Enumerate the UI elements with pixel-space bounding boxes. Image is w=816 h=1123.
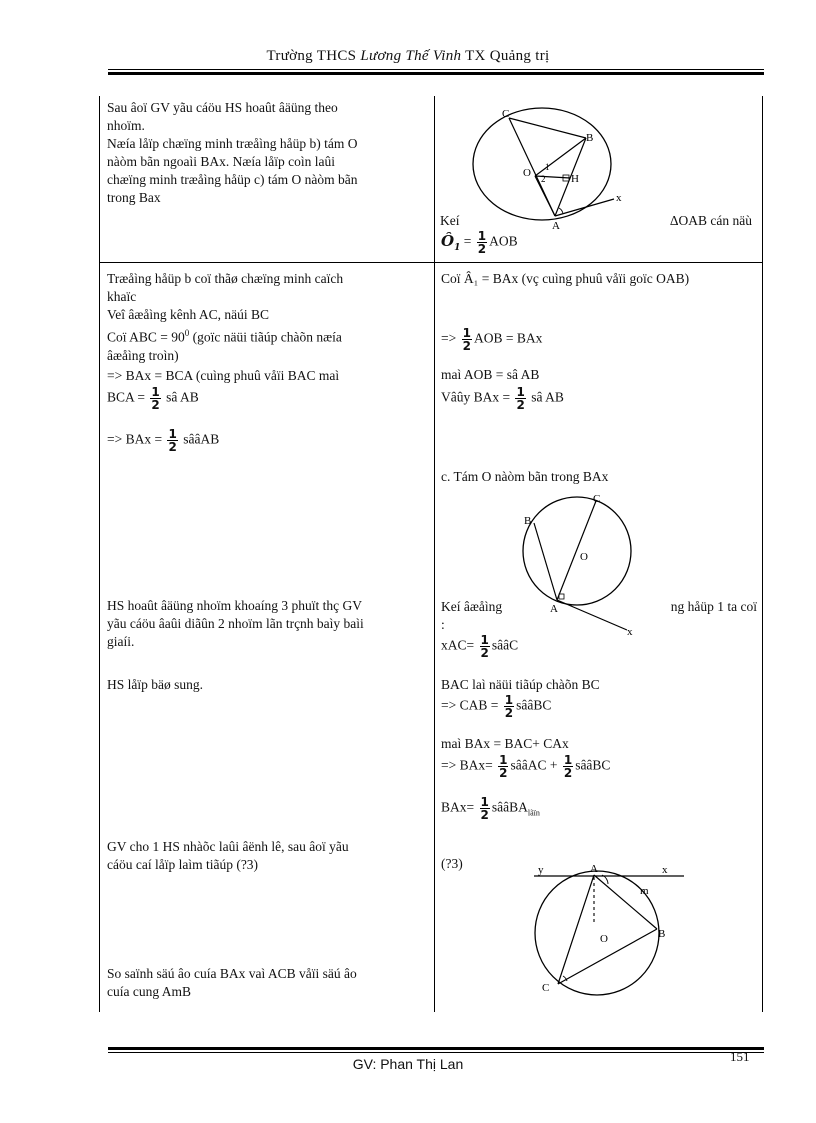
right-r15: [441, 855, 501, 873]
table-right-border: [762, 96, 763, 1012]
text-span: sââAB: [179, 431, 220, 447]
text-span: =: [460, 233, 475, 249]
right-r13: [441, 754, 757, 779]
label-A: A: [590, 863, 598, 875]
text-span: AOB: [489, 233, 518, 249]
text-span: :: [441, 617, 445, 632]
text-line: trong Bax: [107, 190, 161, 205]
label-x: x: [627, 626, 633, 638]
label-C: C: [593, 493, 601, 505]
text-span: Coï Â₁ = BAx (vç cuìng phuû våïi goïc OAB): [441, 271, 690, 286]
right-r12: [441, 735, 757, 753]
left-block-6: [107, 965, 425, 1001]
label-H: H: [571, 173, 579, 185]
text-line: Veî âæåìng kênh AC, näúi BC: [107, 307, 269, 322]
text-span: => CAB =: [441, 697, 502, 713]
text-span: BCA =: [107, 389, 149, 405]
fraction-one-half: $\frac{1}{2}$: [516, 385, 525, 412]
text-line: Træåìng håüp b coï thãø chæïng minh caïch: [107, 271, 344, 286]
text-line: Sau âoï GV yãu cáöu HS hoaût âäüng theo: [107, 100, 338, 115]
text-line: âæåìng troìn): [107, 347, 179, 363]
header-school-name: Lương Thế Vinh: [360, 48, 462, 64]
text-line: nàòm bãn ngoaìi BAx. Næía låïp coìn laûi: [107, 154, 335, 169]
left-block-5: [107, 838, 425, 874]
right-r5: [441, 366, 757, 384]
text-span: sââC: [491, 637, 519, 653]
right-r9: [441, 634, 757, 659]
label-B: B: [524, 515, 532, 527]
text-line: Næía låïp chæïng minh træåìng håüp b) tám O: [107, 136, 358, 151]
geometry-figure-2: [512, 490, 652, 640]
page-number: 151: [730, 1049, 750, 1064]
text-span: ΔOAB cán näù: [669, 213, 752, 228]
text-span: BAx=: [441, 799, 478, 815]
text-span: ng håüp 1 ta coï: [670, 599, 757, 614]
fraction-one-half: $\frac{1}{2}$: [168, 427, 177, 454]
label-B: B: [658, 928, 666, 940]
left-block-1: [107, 99, 425, 207]
text-line: So saïnh säú âo cuía BAx vaì ACB våïi säú âo: [107, 966, 357, 981]
degree-superscript: 0: [184, 328, 190, 338]
right-r8-colon: [441, 616, 481, 634]
left-block-4: [107, 676, 425, 694]
text-subscript: lãïn: [527, 808, 540, 818]
label-angle-2: 2: [541, 174, 546, 184]
right-r3: [441, 270, 757, 288]
text-span: BAC laì näüi tiãúp chàõn BC: [441, 677, 600, 692]
fraction-one-half: $\frac{1}{2}$: [151, 385, 160, 412]
header-suffix: TX Quảng trị: [461, 48, 550, 64]
text-line: HS låïp bäø sung.: [107, 677, 203, 692]
right-ke-line: [440, 212, 756, 230]
label-A: A: [550, 603, 558, 615]
text-span: xAC=: [441, 637, 478, 653]
label-B: B: [586, 132, 594, 144]
header-rule-thick: [108, 72, 764, 75]
fraction-one-half: $\frac{1}{2}$: [477, 229, 487, 256]
right-r6: [441, 386, 757, 411]
text-span: Keí âæåìng: [441, 599, 503, 614]
fraction-one-half: $\frac{1}{2}$: [480, 795, 489, 822]
right-o1-eq: [441, 230, 757, 257]
text-span: AOB = BAx: [473, 330, 543, 346]
footer-rule-thick: [108, 1047, 764, 1050]
text-span: sââBA: [491, 799, 528, 815]
right-r11: [441, 694, 757, 719]
text-span: maì AOB = sâ AB: [441, 367, 540, 382]
text-span: sâ AB: [527, 389, 564, 405]
text-line: yãu cáöu âaûi diãûn 2 nhoïm lãn trçnh baìy baìi: [107, 616, 364, 631]
text-line: HS hoaût âäüng nhoïm khoaíng 3 phuït thç GV: [107, 598, 362, 613]
text-span: sââAC +: [510, 757, 561, 773]
text-line: nhoïm.: [107, 118, 145, 133]
right-r10: [441, 676, 757, 694]
left-block-3: [107, 597, 425, 651]
text-span: sââBC: [575, 757, 611, 773]
label-A: A: [552, 220, 560, 232]
table-center-border: [434, 96, 435, 1012]
text-line: [107, 324, 425, 347]
text-span: sâ AB: [162, 389, 199, 405]
right-r7: [441, 468, 757, 486]
label-O: O: [523, 167, 531, 179]
text-span: => BAx =: [107, 431, 166, 447]
fraction-one-half: $\frac{1}{2}$: [563, 753, 573, 780]
label-y: y: [538, 864, 544, 876]
text-span: maì BAx = BAC+ CAx: [441, 736, 569, 751]
header-prefix: Trường THCS: [266, 48, 361, 64]
text-span: Keí: [440, 213, 460, 228]
text-span: => BAx=: [441, 757, 497, 773]
left-eq-bca: [107, 386, 425, 411]
text-line: => BAx = BCA (cuìng phuû våïi BAC maì: [107, 367, 340, 383]
text-span: c. Tám O nàòm bãn trong BAx: [441, 469, 609, 484]
right-r4: [441, 327, 757, 352]
text-span: Coï ABC = 90: [107, 329, 185, 345]
label-C: C: [542, 982, 550, 994]
text-line: GV cho 1 HS nhàõc laûi âënh lê, sau âoï yãu: [107, 839, 349, 854]
table-left-border: [99, 96, 100, 1012]
text-span: sââBC: [516, 697, 552, 713]
left-block-2: [107, 270, 425, 385]
fraction-one-half: $\frac{1}{2}$: [499, 753, 508, 780]
text-span: Vâûy BAx =: [441, 389, 514, 405]
label-O: O: [580, 551, 588, 563]
header-rule-thin: [108, 69, 764, 70]
right-r14: [441, 796, 757, 822]
geometry-figure-3: [520, 857, 700, 1007]
right-r8-right: [649, 598, 757, 616]
footer-rule-thin: [108, 1052, 764, 1053]
text-line: giaíi.: [107, 634, 135, 649]
o-hat-symbol: $Ô_1$: [441, 231, 461, 253]
label-x: x: [662, 864, 668, 876]
label-m: m: [640, 885, 649, 897]
label-C: C: [502, 108, 510, 120]
text-span: =>: [441, 330, 460, 346]
right-r8-left: [441, 598, 521, 616]
text-span: (goïc näüi tiãúp chàõn næía: [189, 329, 342, 345]
text-line: cáöu caí låïp laìm tiãúp (?3): [107, 857, 259, 872]
label-x: x: [616, 192, 622, 204]
table-row-divider: [99, 262, 763, 263]
text-span: (?3): [441, 856, 463, 871]
label-O: O: [600, 933, 608, 945]
label-angle-1: 1: [545, 162, 550, 172]
page-header: [0, 48, 816, 65]
fraction-one-half: $\frac{1}{2}$: [462, 326, 471, 353]
fraction-one-half: $\frac{1}{2}$: [480, 633, 489, 660]
left-eq-bax: [107, 428, 425, 453]
fraction-one-half: $\frac{1}{2}$: [504, 693, 514, 720]
text-line: cuía cung AmB: [107, 984, 191, 999]
text-line: chæïng minh træåìng håüp c) tám O nàòm bãn: [107, 172, 358, 187]
footer-author: GV: Phan Thị Lan: [352, 1056, 464, 1072]
text-line: khaïc: [107, 289, 137, 304]
